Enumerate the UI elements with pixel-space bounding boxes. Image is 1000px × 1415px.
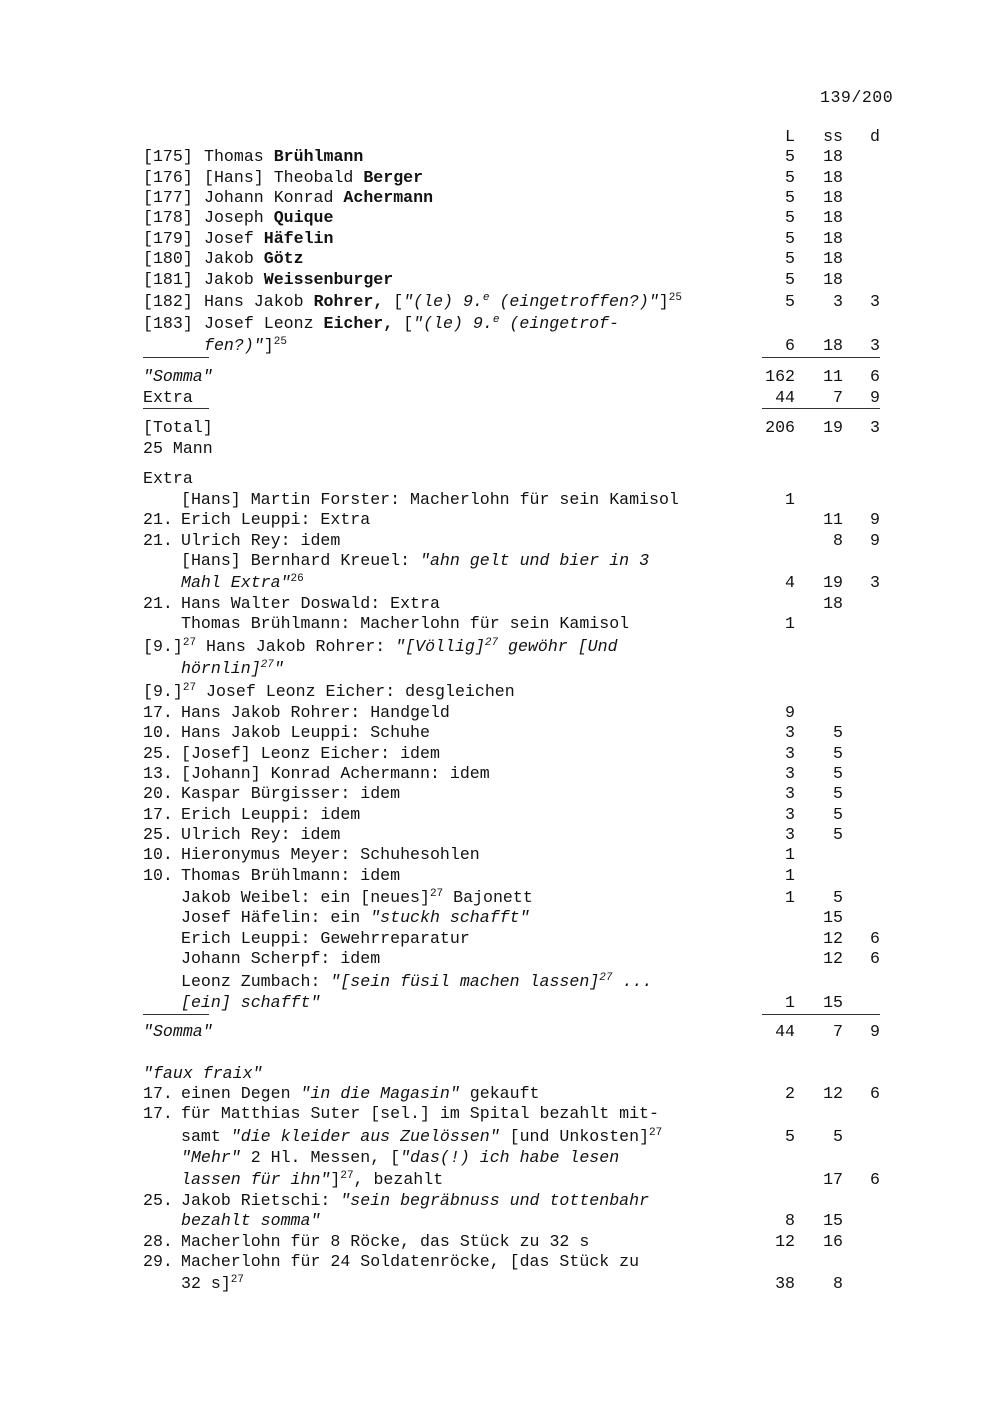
faux-entry-cont: samt "die kleider aus Zuelössen" [und Unkosten]$^{27}$ 5 5: [181, 1127, 843, 1146]
total-row: [Total] 206 19 3: [143, 418, 880, 437]
extra-entry-cont: Mahl Extra"$^{26}$ 4 19 3: [181, 573, 880, 592]
extra-entry: Johann Scherpf: idem 12 6: [181, 949, 880, 968]
extra-entry: 17. Hans Jakob Rohrer: Handgeld 9: [143, 703, 795, 722]
faux-entry: 17. für Matthias Suter [sel.] im Spital bezahlt mit-: [143, 1104, 659, 1123]
divider: [143, 357, 209, 358]
extra-entry: [Hans] Martin Forster: Macherlohn für sein Kamisol 1: [181, 490, 795, 509]
extra-entry: 10. Hans Jakob Leuppi: Schuhe 3 5: [143, 723, 843, 742]
extra-entry: Thomas Brühlmann: Macherlohn für sein Kamisol 1: [181, 614, 795, 633]
col-ss: ss: [823, 127, 843, 146]
faux-entry-cont: lassen für ihn"]$^{27}$, bezahlt 17 6: [181, 1170, 880, 1189]
extra-entry: $[9.]^{27}$ Hans Jakob Rohrer: "[Völlig]$^{27}$ gewöhr [Und: [143, 637, 618, 656]
extra-entry-cont: [ein] schafft" 1 15: [181, 993, 843, 1012]
extra-entry: 10. Thomas Brühlmann: idem 1: [143, 866, 795, 885]
extra-entry: 20. Kaspar Bürgisser: idem 3 5: [143, 784, 843, 803]
extra-entry: Jakob Weibel: ein [neues]$^{27}$ Bajonett 1 5: [181, 888, 843, 907]
divider: [143, 408, 209, 409]
faux-fraix-heading: "faux fraix": [143, 1064, 263, 1083]
roster-row: [180] Jakob Götz 5 18: [143, 249, 843, 268]
extra-entry: 21. Ulrich Rey: idem 8 9: [143, 531, 880, 550]
extra-row: Extra 44 7 9: [143, 388, 880, 407]
extra-entry: Erich Leuppi: Gewehrreparatur 12 6: [181, 929, 880, 948]
roster-row: [178] Joseph Quique 5 18: [143, 208, 843, 227]
somma-row: "Somma" 44 7 9: [143, 1022, 880, 1041]
faux-entry-cont: "Mehr" 2 Hl. Messen, ["das(!) ich habe lesen: [181, 1148, 620, 1167]
extra-entry: 21. Hans Walter Doswald: Extra 18: [143, 594, 843, 613]
extra-heading: Extra: [143, 469, 193, 488]
page-number: 139/200: [820, 88, 894, 107]
mann-line: 25 Mann: [143, 439, 213, 458]
extra-entry: 17. Erich Leuppi: idem 3 5: [143, 805, 843, 824]
extra-entry-cont: hörnlin]$^{27}$": [181, 659, 284, 678]
faux-entry: 17. einen Degen "in die Magasin" gekauft 2 12 6: [143, 1084, 880, 1103]
extra-entry: 25. Ulrich Rey: idem 3 5: [143, 825, 843, 844]
divider: [143, 1014, 209, 1015]
extra-entry: Josef Häfelin: ein "stuckh schafft" 15: [181, 908, 843, 927]
extra-entry: $[9.]^{27}$ Josef Leonz Eicher: desgleichen: [143, 682, 515, 701]
extra-entry: 21. Erich Leuppi: Extra 11 9: [143, 510, 880, 529]
somma-row: "Somma" 162 11 6: [143, 367, 880, 386]
faux-entry-cont: 32 s]$^{27}$ 38 8: [181, 1274, 843, 1293]
faux-entry: 25. Jakob Rietschi: "sein begräbnuss und tottenbahr: [143, 1191, 650, 1210]
divider: [762, 357, 880, 358]
roster-row: [183] Josef Leonz Eicher, ["(le) 9.$^e$ (eingetrof-: [143, 314, 619, 333]
extra-entry: Leonz Zumbach: "[sein füsil machen lassen]$^{27}$ ...: [181, 972, 653, 991]
extra-entry: 10. Hieronymus Meyer: Schuhesohlen 1: [143, 845, 795, 864]
extra-entry: [Hans] Bernhard Kreuel: "ahn gelt und bier in 3: [181, 551, 650, 570]
faux-entry: 29. Macherlohn für 24 Soldatenröcke, [das Stück zu: [143, 1252, 640, 1271]
roster-row: [175] Thomas Brühlmann 5 18: [143, 147, 843, 166]
faux-entry-cont: bezahlt somma" 8 15: [181, 1211, 843, 1230]
roster-row: [182] Hans Jakob Rohrer, ["(le) 9.$^e$ (eingetroffen?)"]$^{25}$ 5 3 3: [143, 292, 880, 311]
col-d: d: [870, 127, 880, 146]
roster-row: [179] Josef Häfelin 5 18: [143, 229, 843, 248]
roster-row: [181] Jakob Weissenburger 5 18: [143, 270, 843, 289]
faux-entry: 28. Macherlohn für 8 Röcke, das Stück zu 32 s 12 16: [143, 1232, 843, 1251]
extra-entry: 25. [Josef] Leonz Eicher: idem 3 5: [143, 744, 843, 763]
col-L: L: [785, 127, 795, 146]
roster-row: [177] Johann Konrad Achermann 5 18: [143, 188, 843, 207]
divider: [762, 1014, 880, 1015]
divider: [762, 408, 880, 409]
column-header: [0, 126, 1000, 147]
roster-row-cont: fen?)"]$^{25}$ 6 18 3: [204, 336, 880, 355]
extra-entry: 13. [Johann] Konrad Achermann: idem 3 5: [143, 764, 843, 783]
roster-row: [176] [Hans] Theobald Berger 5 18: [143, 168, 843, 187]
